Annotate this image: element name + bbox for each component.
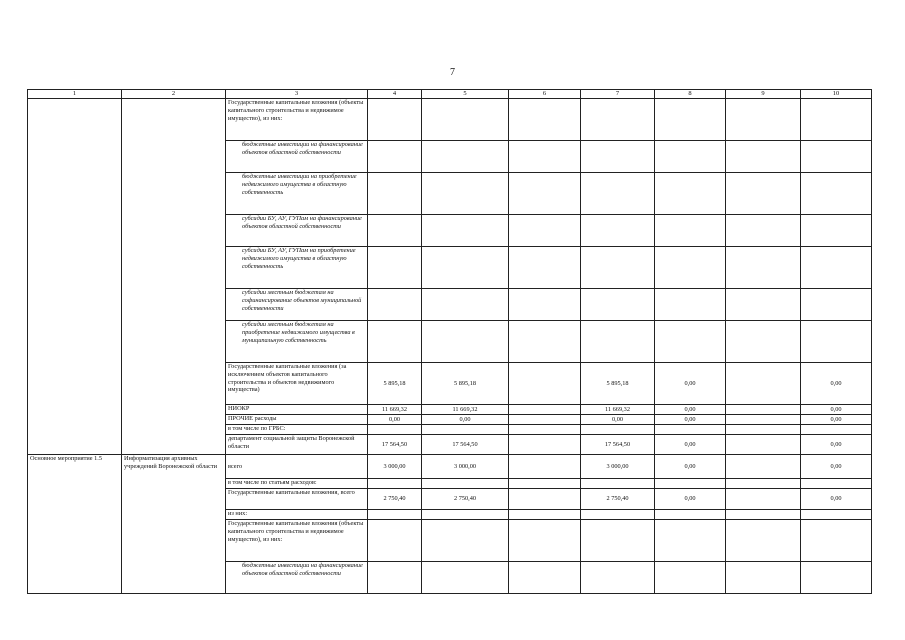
table-cell [368, 520, 422, 562]
table-cell [726, 510, 801, 520]
table-cell [509, 141, 581, 173]
table-cell [509, 425, 581, 435]
table-cell: 0,00 [581, 415, 655, 425]
table-cell: 0,00 [801, 435, 872, 455]
table-cell [801, 562, 872, 594]
table-cell: из них: [226, 510, 368, 520]
table-cell [581, 289, 655, 321]
table-cell: 0,00 [655, 415, 726, 425]
table-cell [422, 289, 509, 321]
table-cell [726, 415, 801, 425]
table-cell [655, 99, 726, 141]
table-cell: 5 895,18 [368, 363, 422, 405]
table-cell [509, 435, 581, 455]
table-cell: 0,00 [368, 415, 422, 425]
table-cell [726, 321, 801, 363]
table-cell [509, 405, 581, 415]
table-cell [655, 479, 726, 489]
table-cell [655, 425, 726, 435]
table-cell: 11 669,32 [581, 405, 655, 415]
table-cell: 2 750,40 [581, 489, 655, 510]
table-cell [509, 520, 581, 562]
header-cell: 3 [226, 90, 368, 99]
table-cell [726, 215, 801, 247]
table-cell [655, 289, 726, 321]
table-cell: 0,00 [801, 363, 872, 405]
table-cell: 0,00 [655, 455, 726, 479]
table-cell [726, 479, 801, 489]
table-cell [801, 99, 872, 141]
header-cell: 8 [655, 90, 726, 99]
table-cell [655, 173, 726, 215]
table-cell: субсидии местным бюджетам на софинансирование объектов муниципальной собственности [226, 289, 368, 321]
page-number: 7 [450, 67, 455, 78]
activity-title: Информатизация архивных учреждений Воронежской области [122, 455, 226, 594]
header-cell: 6 [509, 90, 581, 99]
table-cell [28, 99, 122, 455]
header-cell: 2 [122, 90, 226, 99]
table-cell: 2 750,40 [368, 489, 422, 510]
table-cell: 2 750,40 [422, 489, 509, 510]
table-cell: 17 564,50 [422, 435, 509, 455]
activity-label: Основное мероприятие 1.5 [28, 455, 122, 594]
table-cell [368, 173, 422, 215]
table-cell: Государственные капитальные вложения, всего [226, 489, 368, 510]
table-cell [726, 247, 801, 289]
table-cell [801, 247, 872, 289]
table-cell [726, 173, 801, 215]
table-cell: бюджетные инвестиции на приобретение недвижимого имущества в областную собственность [226, 173, 368, 215]
table-cell [509, 489, 581, 510]
table-cell: 0,00 [422, 415, 509, 425]
table-cell [726, 99, 801, 141]
table-cell [801, 173, 872, 215]
table-cell [801, 141, 872, 173]
table-cell [422, 520, 509, 562]
table-cell [368, 247, 422, 289]
table-cell [655, 247, 726, 289]
table-cell: 5 895,18 [581, 363, 655, 405]
table-cell: субсидии БУ, АУ, ГУПам на финансирование объектов областной собственности [226, 215, 368, 247]
header-cell: 9 [726, 90, 801, 99]
header-cell: 4 [368, 90, 422, 99]
table-cell [655, 141, 726, 173]
table-cell [509, 173, 581, 215]
table-cell [581, 562, 655, 594]
table-cell [368, 562, 422, 594]
table-cell [422, 173, 509, 215]
table-cell [801, 479, 872, 489]
table-cell [422, 247, 509, 289]
table-cell: субсидии БУ, АУ, ГУПам на приобретение недвижимого имущества в областную собственность [226, 247, 368, 289]
table-cell: субсидии местным бюджетам на приобретение недвижимого имущества в муниципальную собственность [226, 321, 368, 363]
table-cell [509, 415, 581, 425]
table-cell [509, 289, 581, 321]
table-cell [368, 425, 422, 435]
table-row [28, 99, 872, 141]
table-cell [422, 562, 509, 594]
table-cell [509, 562, 581, 594]
table-cell [581, 247, 655, 289]
table-cell [509, 99, 581, 141]
table-cell [655, 520, 726, 562]
table-cell [655, 321, 726, 363]
header-row [28, 90, 872, 99]
table-cell [581, 425, 655, 435]
table-cell [368, 479, 422, 489]
table-cell: ПРОЧИЕ расходы [226, 415, 368, 425]
table-cell [422, 425, 509, 435]
table-cell [368, 215, 422, 247]
table-row [28, 455, 872, 479]
table-cell: в том числе по статьям расходов: [226, 479, 368, 489]
table-cell [801, 510, 872, 520]
table-cell [581, 215, 655, 247]
table-cell [509, 510, 581, 520]
table-cell: 0,00 [655, 405, 726, 415]
table-cell: Государственные капитальные вложения (объекты капитального строительства и недвижимое имущество), из них: [226, 99, 368, 141]
table-cell [509, 455, 581, 479]
table-cell [726, 435, 801, 455]
table-cell: 0,00 [801, 455, 872, 479]
table-cell [581, 520, 655, 562]
table-cell [422, 479, 509, 489]
table-cell [368, 510, 422, 520]
table-cell: бюджетные инвестиции на финансирование объектов областной собственности [226, 141, 368, 173]
table-cell: бюджетные инвестиции на финансирование объектов областной собственности [226, 562, 368, 594]
table-cell [655, 562, 726, 594]
table-cell [509, 215, 581, 247]
table-cell [655, 510, 726, 520]
table-cell: 5 895,18 [422, 363, 509, 405]
header-cell: 7 [581, 90, 655, 99]
table-cell [509, 479, 581, 489]
table-cell [801, 425, 872, 435]
table-cell: всего [226, 455, 368, 479]
table-cell: 11 669,32 [422, 405, 509, 415]
table-cell [368, 141, 422, 173]
table-cell: 0,00 [801, 405, 872, 415]
table-cell: 0,00 [801, 489, 872, 510]
table-cell: департамент социальной защиты Воронежской области [226, 435, 368, 455]
table-cell [368, 99, 422, 141]
table-cell [581, 141, 655, 173]
table-cell [581, 321, 655, 363]
table-cell [726, 405, 801, 415]
header-cell: 5 [422, 90, 509, 99]
table-cell [726, 425, 801, 435]
table-cell [581, 99, 655, 141]
table-cell [726, 363, 801, 405]
table-cell [726, 289, 801, 321]
table-cell: 0,00 [801, 415, 872, 425]
table-cell: 17 564,50 [368, 435, 422, 455]
table-cell [581, 479, 655, 489]
table-cell [509, 247, 581, 289]
table-cell [368, 289, 422, 321]
table-cell [726, 520, 801, 562]
table-cell [655, 215, 726, 247]
table-cell: 3 000,00 [368, 455, 422, 479]
table-cell [422, 99, 509, 141]
table-cell [581, 510, 655, 520]
table-cell [509, 321, 581, 363]
table-cell [726, 489, 801, 510]
table-cell [801, 215, 872, 247]
table-cell: 3 000,00 [581, 455, 655, 479]
header-cell: 1 [28, 90, 122, 99]
table-cell [422, 321, 509, 363]
table-cell [368, 321, 422, 363]
table-cell: 3 000,00 [422, 455, 509, 479]
table-cell [726, 141, 801, 173]
table-cell: 11 669,32 [368, 405, 422, 415]
table-cell [801, 520, 872, 562]
table-cell [422, 215, 509, 247]
table-cell [509, 363, 581, 405]
table-cell [726, 562, 801, 594]
table-cell [801, 321, 872, 363]
budget-table [27, 89, 872, 594]
table-cell [726, 455, 801, 479]
header-cell: 10 [801, 90, 872, 99]
table-cell [581, 173, 655, 215]
table-cell: Государственные капитальные вложения (за исключением объектов капитального строительства и объектов недвижимого имущества) [226, 363, 368, 405]
table-cell: 0,00 [655, 489, 726, 510]
table-cell: Государственные капитальные вложения (объекты капитального строительства и недвижимое имущество), из них: [226, 520, 368, 562]
table-cell: 17 564,50 [581, 435, 655, 455]
table-cell [801, 289, 872, 321]
table-cell: 0,00 [655, 363, 726, 405]
table-cell: 0,00 [655, 435, 726, 455]
table-cell [422, 510, 509, 520]
table-cell [422, 141, 509, 173]
table-cell: НИОКР [226, 405, 368, 415]
table-cell: в том числе по ГРБС: [226, 425, 368, 435]
table-cell [122, 99, 226, 455]
